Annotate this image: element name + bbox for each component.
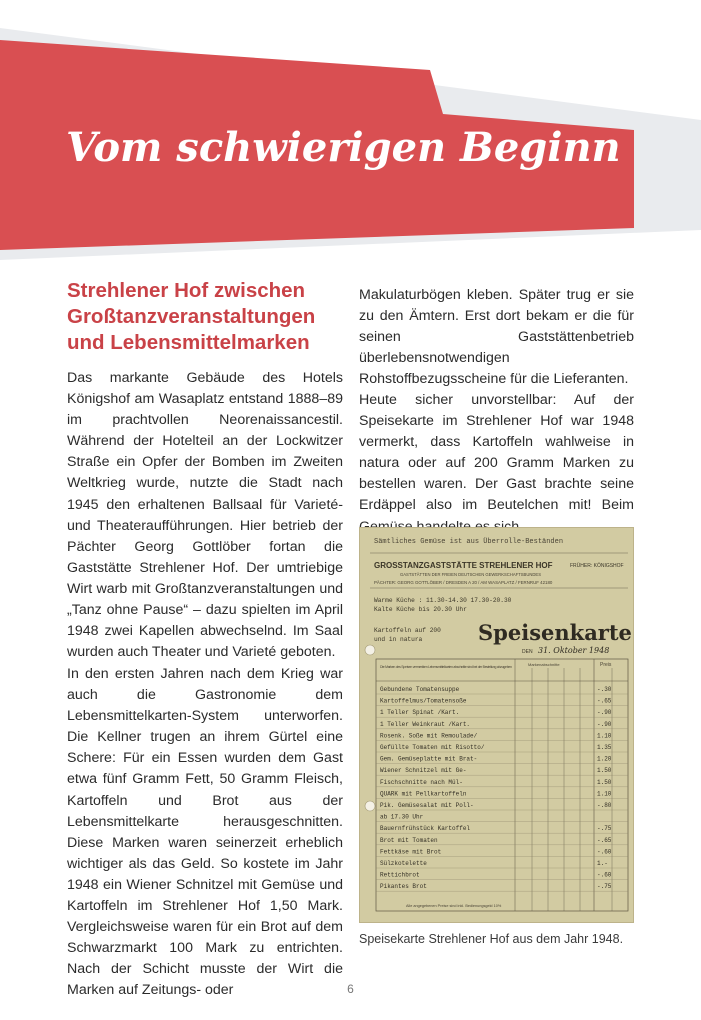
menu-item-price: -.75 <box>597 825 612 833</box>
card-establishment: GROSSTANZGASTSTÄTTE STREHLENER HOF <box>374 561 553 570</box>
menu-item: Fettkäse mit Brot <box>380 848 442 856</box>
menu-item: Gem. Gemüseplatte mit Brat- <box>380 755 478 763</box>
card-date-prefix: DEN <box>522 649 533 655</box>
menu-item-price: -.30 <box>597 686 612 693</box>
card-col-header-marks: Markenabschnitte <box>528 662 560 667</box>
card-note-2: und in natura <box>374 636 423 643</box>
card-hours-2: Kalte Küche bis 20.30 Uhr <box>374 606 467 613</box>
menu-item: Kartoffelmus/Tomatensoße <box>380 697 467 705</box>
card-date-value: 31. Oktober 1948 <box>538 646 610 655</box>
card-note-1: Kartoffeln auf 200 <box>374 627 441 634</box>
menu-card-svg <box>360 528 633 922</box>
menu-item: Sülzkotelette <box>380 860 427 867</box>
punch-hole-top <box>365 645 375 655</box>
menu-item-price: -.65 <box>597 836 612 844</box>
card-former-name: FRÜHER: KÖNIGSHOF <box>570 563 624 569</box>
card-title: Speisenkarte <box>478 620 632 645</box>
figure-caption: Speisekarte Strehlener Hof aus dem Jahr 1948. <box>359 932 624 946</box>
menu-item: Brot mit Tomaten <box>380 836 438 844</box>
menu-item: Bauernfrühstück Kartoffel <box>380 825 471 833</box>
menu-item-price: 1.50 <box>597 778 612 786</box>
punch-hole-bottom <box>365 801 375 811</box>
menu-item: Rettichbrot <box>380 871 420 879</box>
section-heading: Strehlener Hof zwischen Großtanzveranstaltungen und Lebensmittelmarken <box>67 279 316 354</box>
menu-item: Pik. Gemüsesalat mit Poll- <box>380 802 474 809</box>
menu-card-image <box>359 527 634 923</box>
menu-item-price: 1.10 <box>597 790 612 798</box>
menu-item: Gebundene Tomatensuppe <box>380 686 460 693</box>
menu-item-price: -.60 <box>597 871 612 879</box>
menu-item-price: -.65 <box>597 697 612 705</box>
card-col-header-price: Preis <box>600 662 612 668</box>
menu-item: 1 Teller Weinkraut /Kart. <box>380 720 471 728</box>
paragraph-2: In den ersten Jahren nach dem Krieg war auch die Gastronomie dem Lebensmittelkarten-System unterworfen. Die Kellner trugen an ihrem Gürtel eine Schere: Für ein Essen wurden dem Gast etwa fünf Gramm Fett, 50 Gramm Fleisch, Kartoffeln und Brot aus der Lebensmittelkarte herausgeschnitten. Diese Marken waren seinerzeit erheblich wichtiger als das Geld. So kostete im Jahr 1948 ein Wiener Schnitzel mit Gemüse und Kartoffeln im Strehlener Hof 1,50 Mark. Vergleichsweise waren für ein Brot auf dem Schwarzmarkt 100 Mark zu entrichten. Nach der Schicht musste der Wirt die Marken auf Zeitungs- oder <box>67 666 343 999</box>
menu-item-price: -.75 <box>597 883 612 891</box>
card-footer: Alle angegebenen Preise sind inkl. Bedienungsgeld 10% <box>406 904 502 908</box>
card-top-line: Sämtliches Gemüse ist aus Überrolle-Beständen <box>374 538 564 546</box>
paragraph-1: Das markante Gebäude des Hotels Königshof am Wasaplatz entstand 1888–89 im prachtvollen Neorenaissancestil. Während der Hotelteil an der Lockwitzer Straße ein Opfer der Bomben im Zweiten Weltkrieg wurde, nutzte die Stadt nach 1945 den erhaltenen Ballsaal für Varieté- und Theateraufführungen. Hier betrieb der Pächter Georg Gottlöber fortan die Gaststätte Strehlener Hof. Der umtriebige Wirt warb mit Großtanzveranstaltungen und „Tanz ohne Pause“ – dazu spielten im April 1948 zwei Kapellen abwechselnd. Im Saal wurden auch Theater und Varieté geboten. <box>67 370 343 661</box>
menu-item-price: 1.20 <box>597 755 612 763</box>
card-column-note: Die Marken des Speisen vermerkten Lebensmittelkarten abschnitte sind bei der Bestellung abzugeben <box>380 665 512 669</box>
card-sub-line: GASTSTÄTTEN DER FREIEN DEUTSCHEN GEWERKSCHAFTSBUNDES <box>400 572 541 577</box>
menu-item: QUARK mit Pellkartoffeln <box>380 790 467 798</box>
menu-item-price: 1.35 <box>597 744 612 751</box>
menu-item: Gefüllte Tomaten mit Risotto/ <box>380 744 485 751</box>
menu-item-price: 1.- <box>597 860 608 867</box>
menu-item: Rosenk. Soße mit Remoulade/ <box>380 732 478 740</box>
menu-item: ab 17.30 Uhr <box>380 813 424 821</box>
menu-item: Pikantes Brot <box>380 883 427 891</box>
card-hours-1: Warme Küche : 11.30-14.30 17.30-20.30 <box>374 597 512 604</box>
menu-item-price: 1.10 <box>597 732 612 740</box>
menu-item-price: -.90 <box>597 709 612 717</box>
menu-item-price: -.80 <box>597 802 612 809</box>
page-number: 6 <box>347 982 354 996</box>
menu-item-price: 1.50 <box>597 767 612 775</box>
paragraph-4: Heute sicher unvorstellbar: Auf der Speisekarte im Strehlener Hof war 1948 vermerkt, dass Kartoffeln wahlweise in natura oder auf 200 Gramm Marken zu bestellen waren. Der Gast brachte seine Erdäppel also im Beutelchen mit! Beim <box>359 392 634 514</box>
card-owner-line: PÄCHTER: GEORG GOTTLÖBER / DRESDEN A 20 / AM WASAPLATZ / FERNRUF 42180 <box>374 580 553 585</box>
menu-item: 1 Teller Spinat /Kart. <box>380 709 460 717</box>
menu-item-price: -.90 <box>597 720 612 728</box>
menu-item: Fischschnitte nach Mül- <box>380 778 463 786</box>
paragraph-3: Makulaturbögen kleben. Später trug er sie zu den Ämtern. Erst dort bekam er die für seinen Gaststättenbetrieb überlebensnotwendigen Rohstoffbezugsscheine für die Lieferanten. <box>359 287 634 388</box>
page-title: Vom schwierigen Beginn <box>66 124 621 171</box>
menu-item-price: -.60 <box>597 848 612 856</box>
menu-item: Wiener Schnitzel mit Ge- <box>380 767 467 775</box>
